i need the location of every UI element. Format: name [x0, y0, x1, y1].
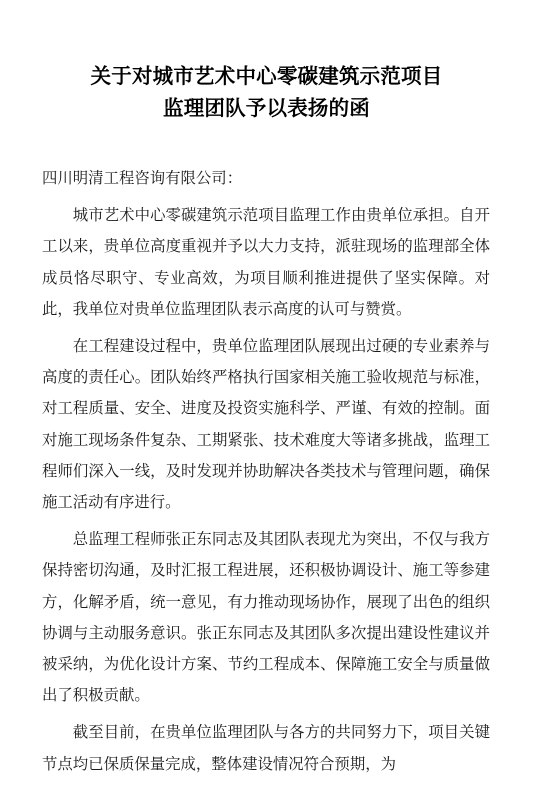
- document-title: [0, 60, 533, 124]
- salutation: 四川明清工程咨询有限公司：: [42, 169, 243, 187]
- paragraph: 在工程建设过程中，贵单位监理团队展现出过硬的专业素养与高度的责任心。团队始终严格执行国家相关施工验收规范与标准，对工程质量、安全、进度及投资实施科学、严谨、有效的控制。面对施工现场条件复杂、工期紧张、技术难度大等诸多挑战，监理工程师们深入一线，及时发现并协助解决各类技术与管理问题，确保施工活动有序进行。: [42, 337, 490, 512]
- paragraph: 城市艺术中心零碳建筑示范项目监理工作由贵单位承担。自开工以来，贵单位高度重视并予以大力支持，派驻现场的监理部全体成员恪尽职守、专业高效，为项目顺利推进提供了坚实保障。对此，我单位对贵单位监理团队表示高度的认可与赞赏。: [42, 206, 490, 318]
- letter-body: [42, 163, 490, 780]
- paragraph: 总监理工程师张正东同志及其团队表现尤为突出，不仅与我方保持密切沟通，及时汇报工程进展，还积极协调设计、施工等参建方，化解矛盾，统一意见，有力推动现场协作，展现了出色的组织协调与主动服务意识。张正东同志及其团队多次提出建设性建议并被采纳，为优化设计方案、节约工程成本、保障施工安全与质量做出了积极贡献。: [42, 530, 490, 705]
- paragraph: 截至目前，在贵单位监理团队与各方的共同努力下，项目关键节点均已保质保量完成，整体建设情况符合预期，为: [42, 723, 490, 773]
- title-line-1: 关于对城市艺术中心零碳建筑示范项目: [90, 64, 443, 88]
- title-line-2: 监理团队予以表扬的函: [163, 96, 370, 120]
